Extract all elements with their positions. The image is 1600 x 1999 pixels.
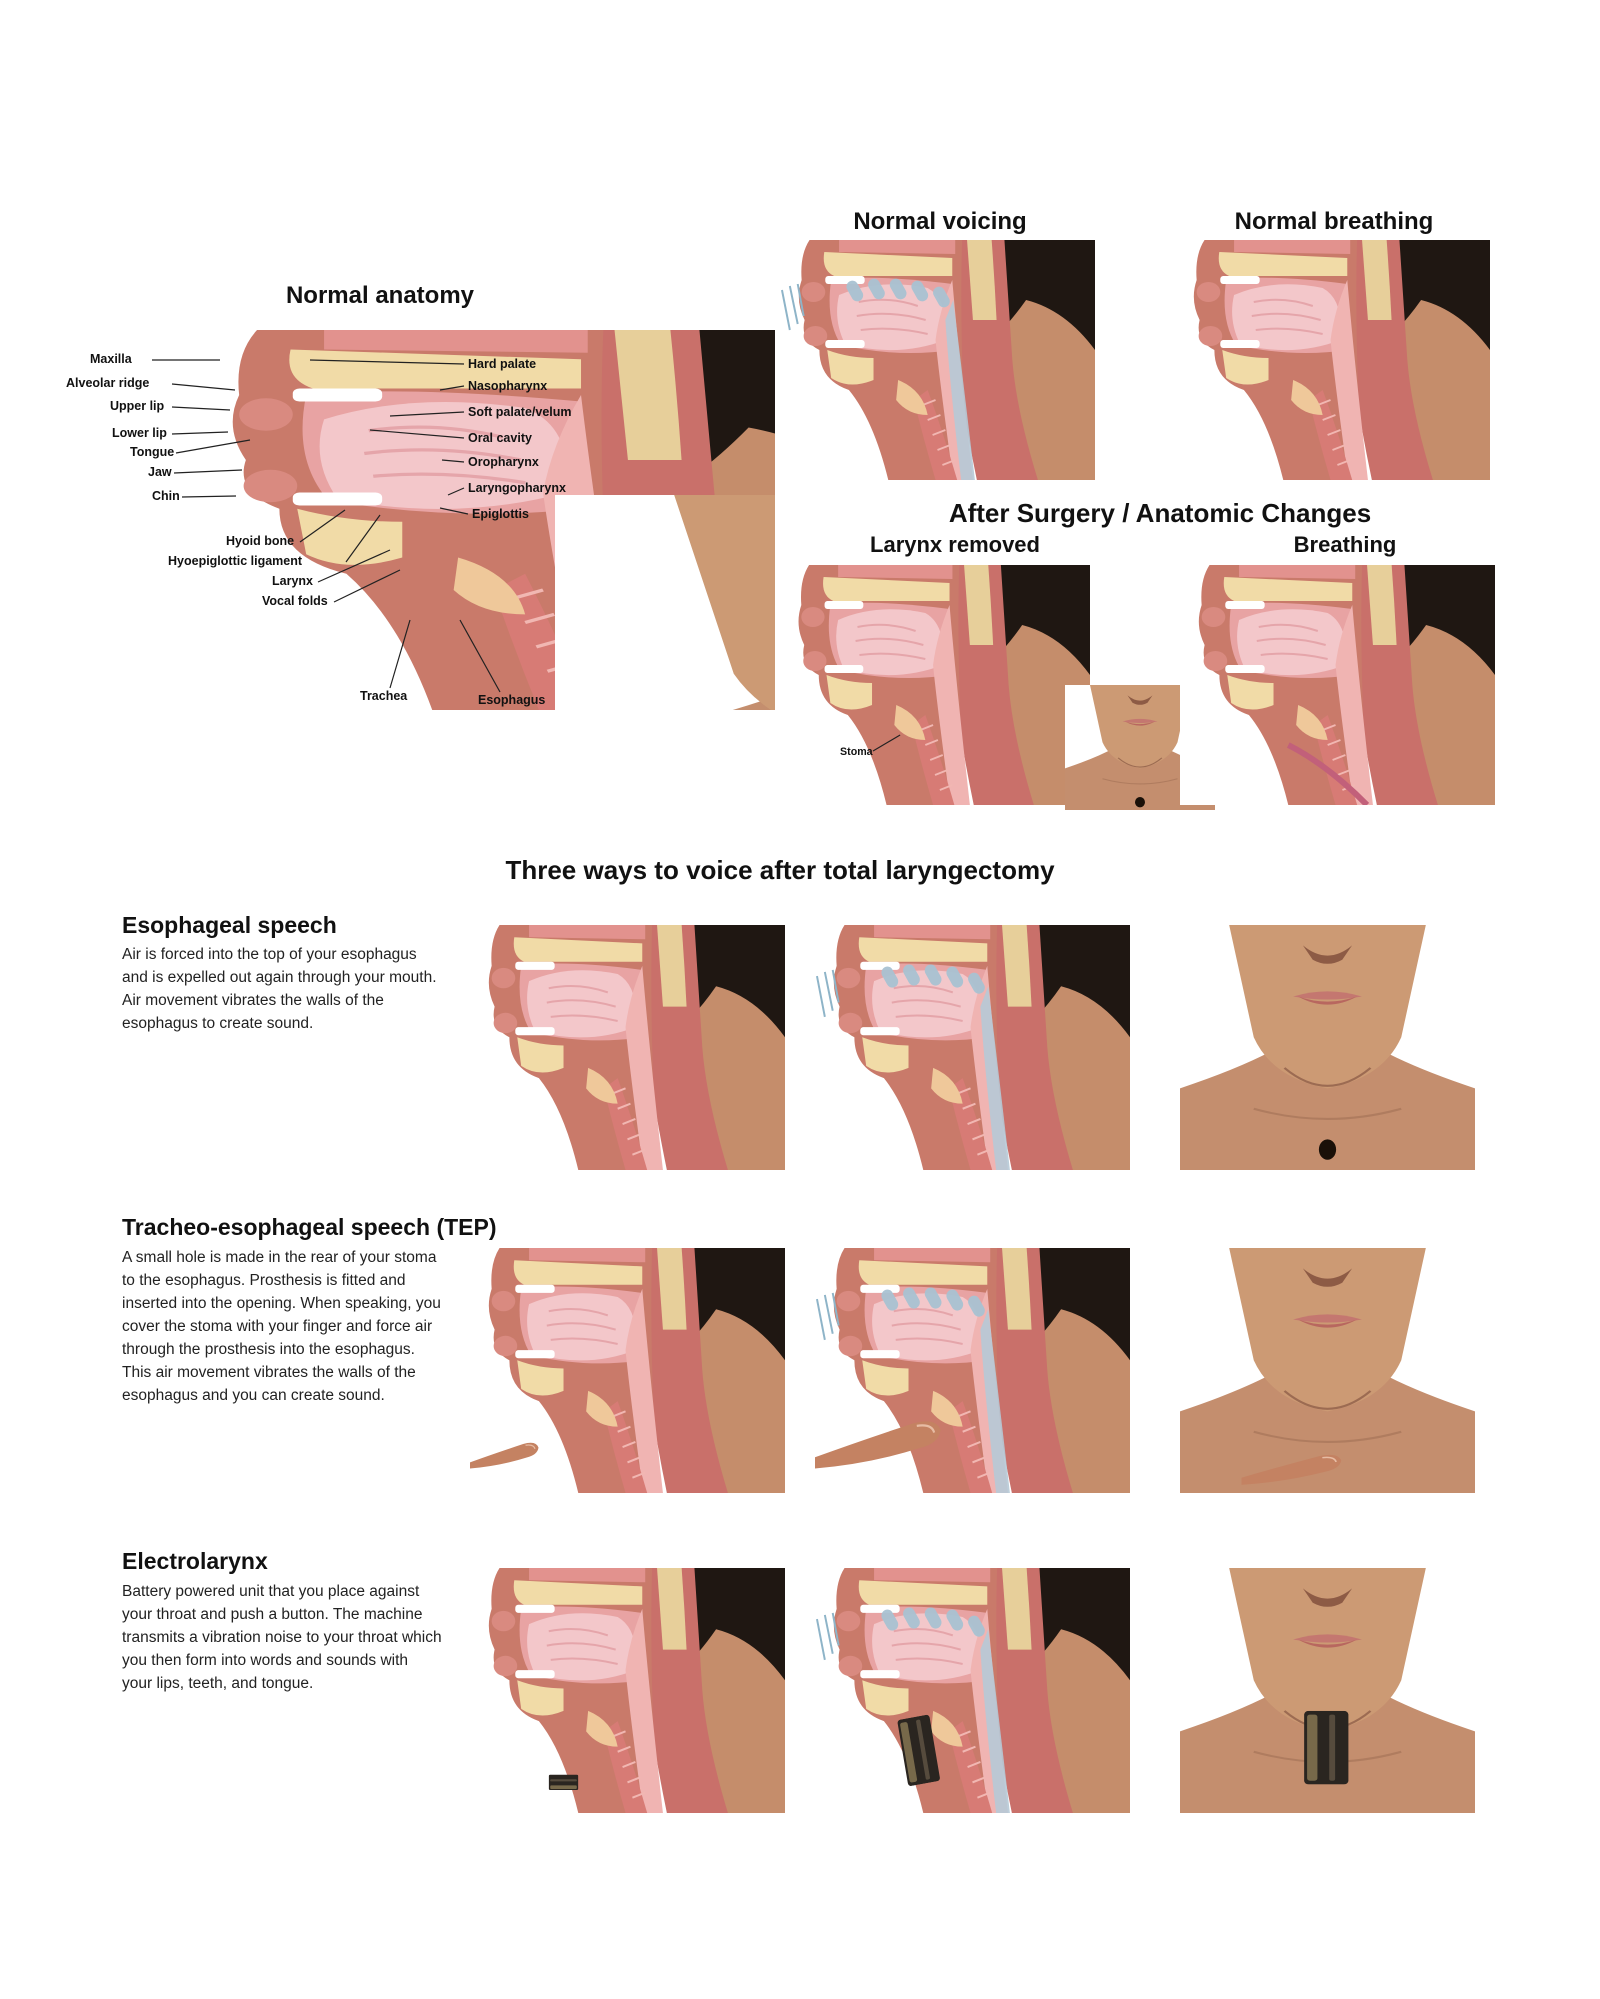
label-hyoepiglottic-ligament: Hyoepiglottic ligament	[168, 554, 303, 568]
heading-breathing: Breathing	[1293, 532, 1397, 557]
normal-anatomy-diagram	[60, 320, 775, 710]
label-soft-palate: Soft palate/velum	[468, 405, 572, 419]
label-nasopharynx: Nasopharynx	[468, 379, 548, 393]
method-description-tep: A small hole is made in the rear of your stoma to the esophagus. Prosthesis is fitted and inserted into the opening. When speaking, you cover the stoma with your finger and force air through the prosthesis into the esophagus. This air movement vibrates the walls of the esophagus and you can create sound.	[122, 1249, 441, 1404]
label-chin: Chin	[152, 489, 180, 503]
normal-voicing-illustration	[780, 240, 1095, 480]
label-vocal-folds: Vocal folds	[262, 594, 328, 608]
electrolarynx-illustration-1	[470, 1568, 785, 1813]
label-hard-palate: Hard palate	[468, 357, 537, 371]
label-lower-lip: Lower lip	[112, 426, 167, 440]
label-laryngopharynx: Laryngopharynx	[468, 481, 566, 495]
label-epiglottis: Epiglottis	[472, 507, 529, 521]
label-larynx: Larynx	[272, 574, 313, 588]
esophageal-illustration-1	[470, 925, 785, 1170]
method-title-tep: Tracheo-esophageal speech (TEP)	[122, 1214, 497, 1240]
heading-normal-anatomy: Normal anatomy	[285, 282, 475, 309]
electrolarynx-illustration-3	[1180, 1568, 1475, 1813]
after-surgery-breathing-illustration	[1180, 565, 1495, 805]
tep-illustration-1	[470, 1248, 785, 1493]
label-hyoid-bone: Hyoid bone	[226, 534, 295, 548]
heading-normal-voicing: Normal voicing	[853, 208, 1027, 235]
label-jaw: Jaw	[148, 465, 172, 479]
label-oropharynx: Oropharynx	[468, 455, 539, 469]
heading-normal-breathing: Normal breathing	[1234, 208, 1434, 235]
larynx-removed-illustration	[780, 565, 1090, 805]
esophageal-illustration-3	[1180, 925, 1475, 1170]
normal-breathing-illustration	[1175, 240, 1490, 480]
heading-three-ways: Three ways to voice after total laryngectomy	[505, 855, 1055, 885]
method-title-electrolarynx: Electrolarynx	[122, 1548, 268, 1574]
label-maxilla: Maxilla	[90, 352, 132, 366]
method-description-esophageal: Air is forced into the top of your esophagus and is expelled out again through your mouth. Air movement vibrates the walls of the esophagus to create sound.	[122, 946, 437, 1032]
electrolarynx-illustration-2	[815, 1568, 1130, 1813]
esophageal-illustration-2	[815, 925, 1130, 1170]
method-title-esophageal: Esophageal speech	[122, 912, 337, 938]
heading-larynx-removed: Larynx removed	[870, 532, 1040, 557]
label-upper-lip: Upper lip	[110, 399, 165, 413]
label-esophagus: Esophagus	[478, 693, 546, 707]
heading-after-surgery: After Surgery / Anatomic Changes	[948, 498, 1372, 528]
method-description-electrolarynx: Battery powered unit that you place against your throat and push a button. The machine transmits a vibration noise to your throat which you then form into words and sounds with your lips, teeth, and tongue.	[122, 1583, 442, 1692]
tep-illustration-2	[815, 1248, 1130, 1493]
label-stoma: Stoma	[840, 745, 873, 759]
label-tongue: Tongue	[130, 445, 175, 459]
tep-illustration-3	[1180, 1248, 1475, 1493]
label-oral-cavity: Oral cavity	[468, 431, 532, 445]
label-trachea: Trachea	[360, 689, 408, 703]
label-alveolar-ridge: Alveolar ridge	[66, 376, 150, 390]
